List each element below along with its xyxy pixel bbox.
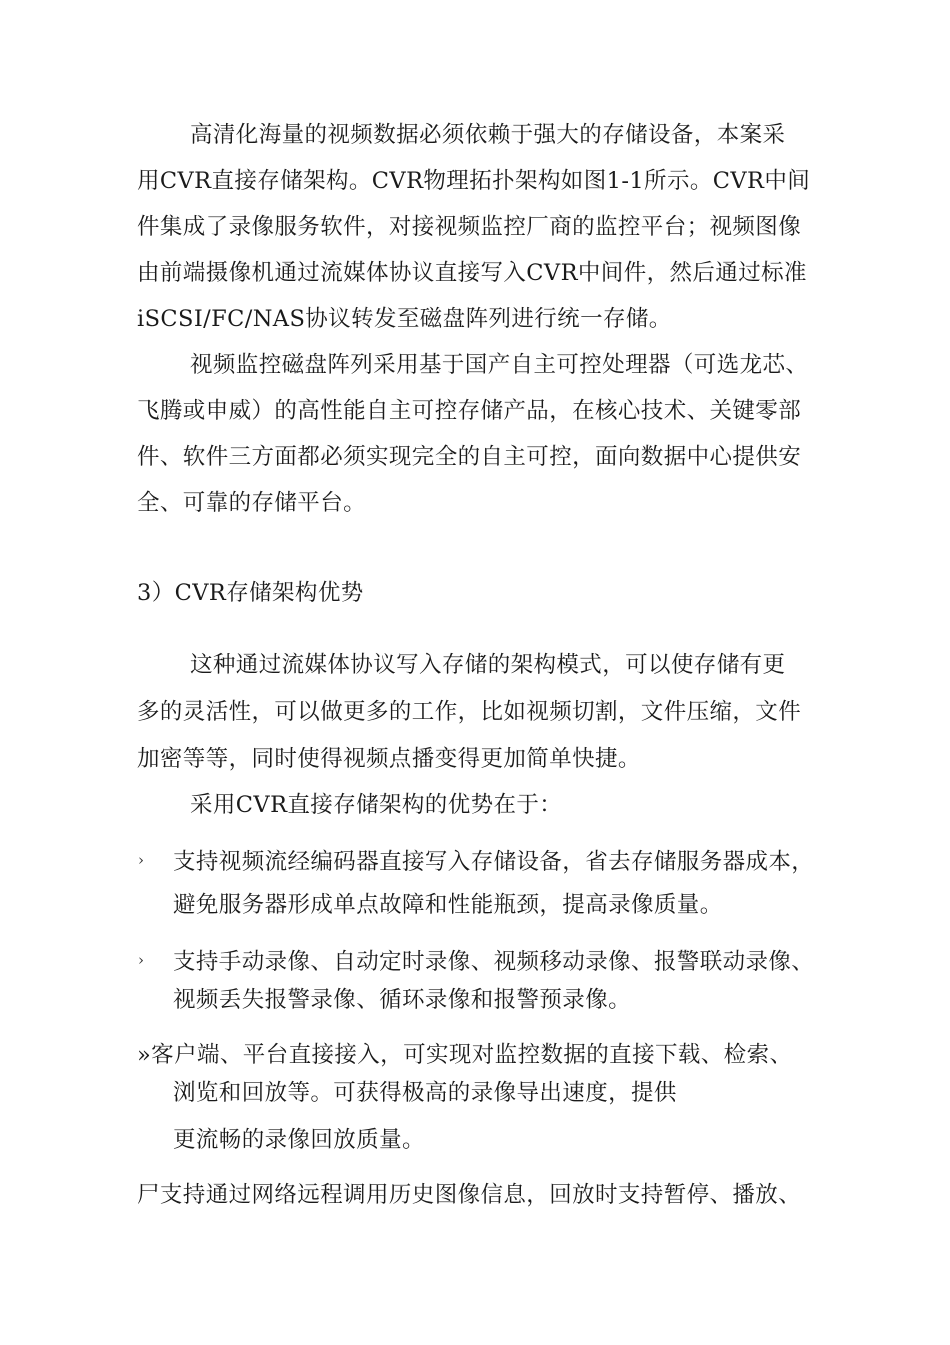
para2-line-3: 件、软件三方面都必须实现完全的自主可控，面向数据中心提供安 bbox=[137, 444, 802, 470]
section-heading: 3）CVR存储架构优势 bbox=[137, 580, 364, 606]
para3-line-2: 多的灵活性，可以做更多的工作，比如视频切割，文件压缩，文件 bbox=[137, 699, 802, 725]
para1-line-5: iSCSI/FC/NAS协议转发至磁盘阵列进行统一存储。 bbox=[137, 306, 672, 332]
para1-line-2: 用CVR直接存储架构。CVR物理拓扑架构如图1-1所示。CVR中间 bbox=[137, 168, 811, 194]
bullet2-line-1: 支持手动录像、自动定时录像、视频移动录像、报警联动录像、 bbox=[173, 949, 815, 975]
para2-line-2: 飞腾或申威）的高性能自主可控存储产品，在核心技术、关键零部 bbox=[137, 398, 802, 424]
para1-line-3: 件集成了录像服务软件，对接视频监控厂商的监控平台；视频图像 bbox=[137, 214, 802, 240]
para2-line-1: 视频监控磁盘阵列采用基于国产自主可控处理器（可选龙芯、 bbox=[190, 352, 809, 378]
bullet3-line-3: 更流畅的录像回放质量。 bbox=[173, 1127, 425, 1153]
bullet3-line-2: 浏览和回放等。可获得极高的录像导出速度，提供 bbox=[173, 1080, 677, 1106]
bullet-marker-icon: › bbox=[138, 851, 144, 869]
bullet1-line-2: 避免服务器形成单点故障和性能瓶颈，提高录像质量。 bbox=[173, 892, 723, 918]
bullet2-line-2: 视频丢失报警录像、循环录像和报警预录像。 bbox=[173, 987, 632, 1013]
para2-line-4: 全、可靠的存储平台。 bbox=[137, 490, 367, 516]
para4-line: 采用CVR直接存储架构的优势在于： bbox=[190, 792, 563, 818]
para1-line-1: 高清化海量的视频数据必须依赖于强大的存储设备，本案采 bbox=[190, 122, 786, 148]
bullet1-line-1: 支持视频流经编码器直接写入存储设备，省去存储服务器成本， bbox=[173, 849, 815, 875]
para1-line-4: 由前端摄像机通过流媒体协议直接写入CVR中间件，然后通过标准 bbox=[137, 260, 807, 286]
para3-line-3: 加密等等，同时使得视频点播变得更加简单快捷。 bbox=[137, 746, 641, 772]
bullet-marker-icon: › bbox=[138, 951, 144, 969]
para3-line-1: 这种通过流媒体协议写入存储的架构模式，可以使存储有更 bbox=[190, 652, 786, 678]
bullet3-line-1: »客户端、平台直接接入，可实现对监控数据的直接下载、检索、 bbox=[137, 1042, 793, 1068]
bullet4-line-1: 尸支持通过网络远程调用历史图像信息，回放时支持暂停、播放、 bbox=[137, 1182, 802, 1208]
